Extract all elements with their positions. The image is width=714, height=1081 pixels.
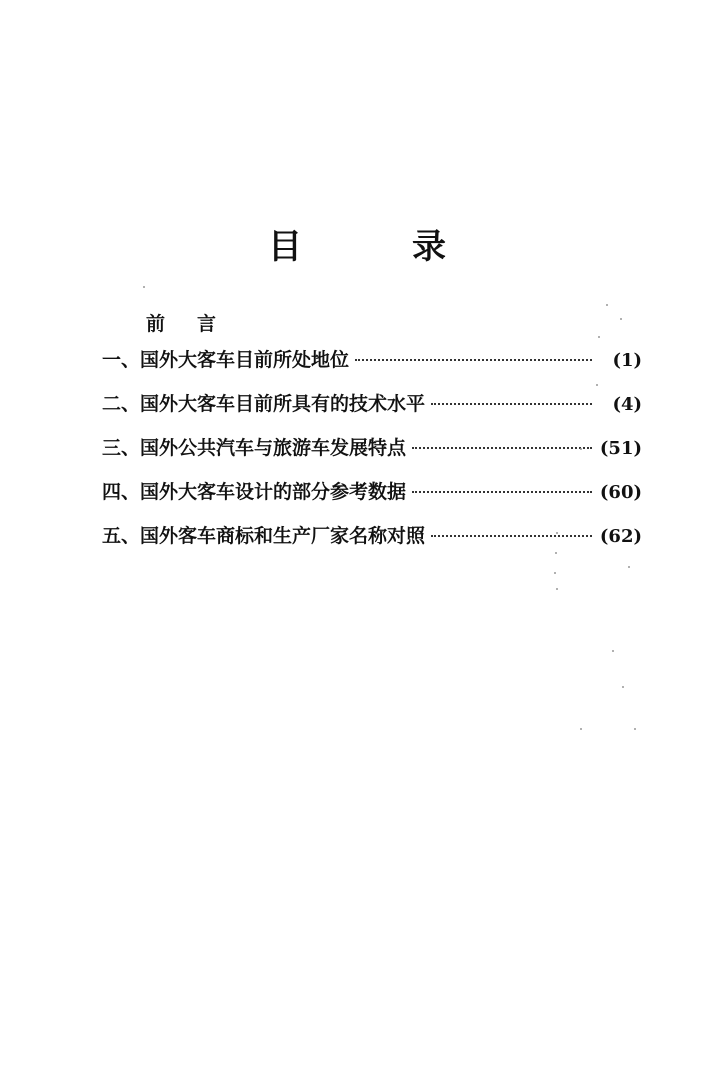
toc-entry-number: 五、 — [102, 525, 141, 547]
toc-preface-entry[interactable] — [146, 309, 216, 336]
toc-entry-title: 国外大客车目前所具有的技术水平 — [140, 393, 426, 415]
scan-speck — [598, 336, 600, 338]
dot-leader — [412, 491, 592, 493]
toc-entry-number: 三、 — [102, 437, 141, 459]
scan-speck — [580, 448, 582, 450]
toc-entry-number: 二、 — [102, 393, 141, 415]
dot-leader — [431, 403, 592, 405]
toc-entry-number: 四、 — [102, 481, 141, 503]
toc-entry-title: 国外大客车目前所处地位 — [140, 349, 350, 371]
scan-speck — [556, 532, 558, 534]
toc-entry-title: 国外公共汽车与旅游车发展特点 — [140, 437, 407, 459]
title-char-2: 录 — [412, 226, 446, 267]
scan-speck — [606, 304, 608, 306]
toc-entry-number: 一、 — [102, 349, 141, 371]
toc-entry-title: 国外大客车设计的部分参考数据 — [140, 481, 407, 503]
toc-entry-page: (62) — [599, 526, 642, 547]
toc-entry-page: (51) — [599, 438, 642, 459]
table-of-contents — [102, 345, 642, 565]
preface-char-1: 前 — [146, 313, 166, 335]
scan-speck — [634, 728, 636, 730]
scan-speck — [143, 286, 145, 288]
toc-entry-2[interactable] — [102, 389, 642, 433]
scan-speck — [620, 318, 622, 320]
toc-entry-4[interactable] — [102, 477, 642, 521]
toc-entry-3[interactable] — [102, 433, 642, 477]
scan-speck — [554, 572, 556, 574]
toc-entry-page: (60) — [599, 482, 642, 503]
scan-speck — [596, 384, 598, 386]
title-char-1: 目 — [268, 226, 302, 267]
preface-char-2: 言 — [197, 313, 217, 335]
toc-entry-1[interactable] — [102, 345, 642, 389]
toc-entry-title: 国外客车商标和生产厂家名称对照 — [140, 525, 426, 547]
page-title — [0, 219, 714, 268]
scan-speck — [622, 686, 624, 688]
toc-entry-page: (1) — [612, 350, 642, 371]
dot-leader — [431, 535, 592, 537]
scan-speck — [628, 566, 630, 568]
dot-leader — [355, 359, 592, 361]
scan-speck — [612, 650, 614, 652]
toc-entry-page: (4) — [612, 394, 642, 415]
scan-speck — [556, 588, 558, 590]
scan-speck — [580, 728, 582, 730]
dot-leader — [412, 447, 592, 449]
scan-speck — [555, 552, 557, 554]
toc-entry-5[interactable] — [102, 521, 642, 565]
